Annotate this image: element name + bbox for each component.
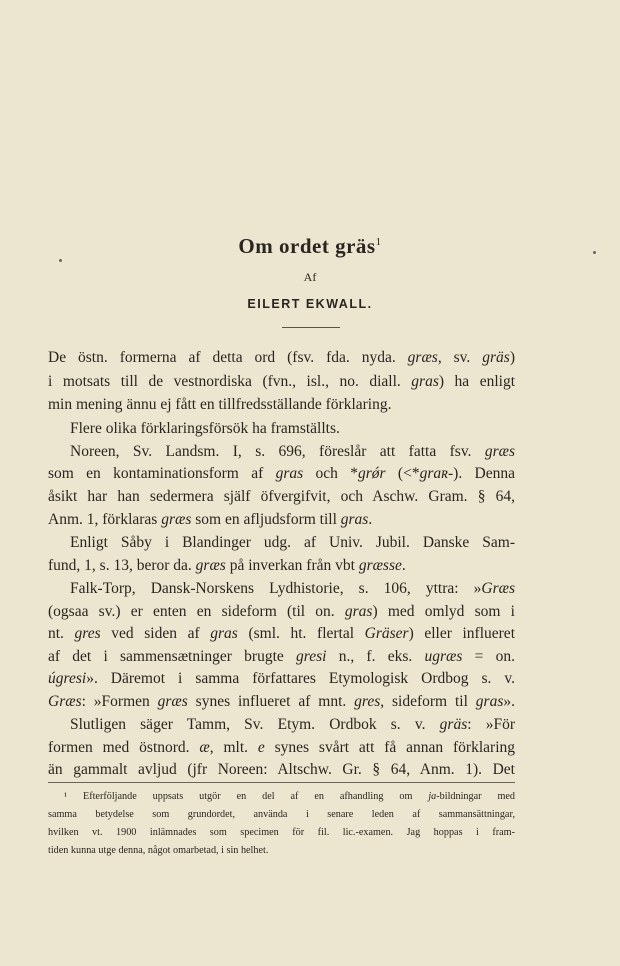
text-line: af det i sammensætninger brugte gresi n., f. eks. ugræs = on.	[48, 648, 516, 665]
text-line: Falk-Torp, Dansk-Norskens Lydhistorie, s. 106, yttra: »Græs	[70, 580, 515, 597]
footnote-divider	[48, 782, 515, 783]
byline: Af	[303, 270, 317, 284]
text-line: som en kontaminationsform af gras och *grǿr (<*graʀ-). Denna	[48, 465, 515, 482]
text-line: Noreen, Sv. Landsm. I, s. 696, föreslår att fatta fsv. græs	[70, 443, 515, 460]
footnote-line: tiden kunna utge denna, något omarbetad, i sin helhet.	[48, 845, 269, 856]
title-divider	[282, 327, 340, 328]
text-line: Anm. 1, förklaras græs som en afljudsform till gras.	[48, 511, 373, 528]
text-line: i motsats till de vestnordiska (fvn., isl., no. diall. gras) ha enligt	[48, 373, 515, 390]
margin-mark	[59, 259, 62, 262]
text-line: Slutligen säger Tamm, Sv. Etym. Ordbok s. v. gräs: »För	[70, 716, 515, 733]
text-line: Græs: »Formen græs synes influeret af mnt. gres, sideform til gras».	[48, 693, 515, 710]
text-line: Flere olika förklaringsförsök ha framställts.	[70, 420, 340, 437]
author-name: EILERT EKWALL.	[247, 297, 373, 311]
article-title	[0, 234, 620, 259]
article-title-text: Om ordet gräs	[238, 234, 376, 258]
footnote-line: samma betydelse som grundordet, använda i senare leden af sammansättningar,	[48, 809, 515, 820]
text-line: än gammalt avljud (jfr Noreen: Altschw. Gr. § 64, Anm. 1). Det	[48, 761, 515, 778]
text-line: (ogsaa sv.) er enten en sideform (til on. gras) med omlyd som i	[48, 603, 515, 620]
text-line: åsikt har han sedermera själf öfvergifvit, och Aschw. Gram. § 64,	[48, 488, 515, 505]
text-line: úgresi». Däremot i samma författares Etymologisk Ordbog s. v.	[48, 670, 515, 687]
text-line: formen med östnord. æ, mlt. e synes svårt att få annan förklaring	[48, 739, 515, 756]
footnote-line: hvilken vt. 1900 inlämnades som specimen för fil. lic.-examen. Jag hoppas i fram-	[48, 827, 515, 838]
text-line: fund, 1, s. 13, beror da. græs på inverkan från vbt græsse.	[48, 557, 406, 574]
text-line: nt. gres ved siden af gras (sml. ht. flertal Gräser) eller influeret	[48, 625, 515, 642]
text-line: De östn. formerna af detta ord (fsv. fda. nyda. græs, sv. gräs)	[48, 349, 515, 366]
footnote-ref: 1	[375, 236, 382, 248]
text-line: min mening ännu ej fått en tillfredsställande förklaring.	[48, 396, 392, 413]
footnote-line: ¹ Efterföljande uppsats utgör en del af en afhandling om ja-bildningar med	[64, 791, 515, 802]
text-line: Enligt Såby i Blandinger udg. af Univ. Jubil. Danske Sam-	[70, 534, 515, 551]
